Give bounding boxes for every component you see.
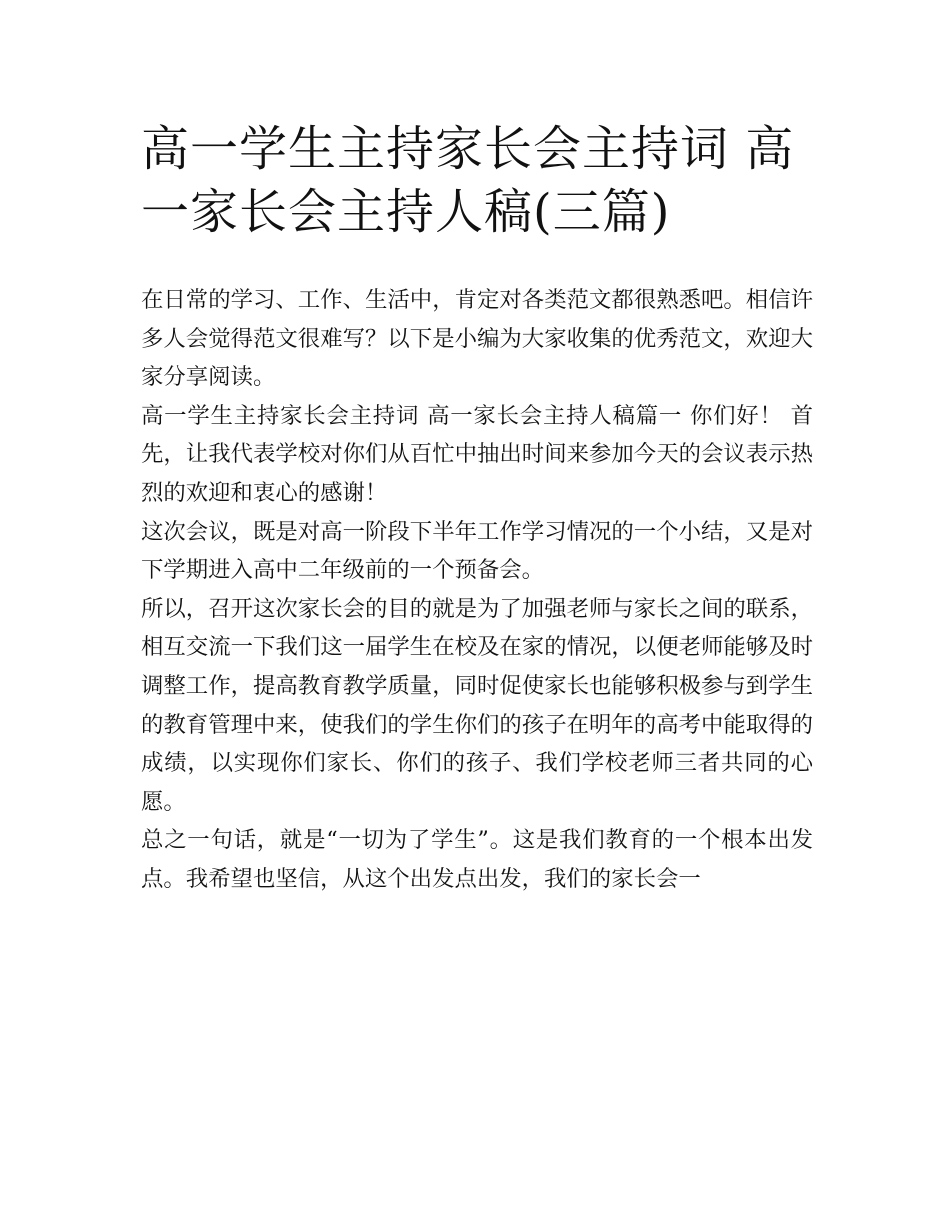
document-title: 高一学生主持家长会主持词 高一家长会主持人稿(三篇) (141, 121, 795, 240)
paragraph-greeting: 高一学生主持家长会主持词 高一家长会主持人稿篇一 你们好！ 首先，让我代表学校对你们从百忙中抽出时间来参加今天的会议表示热烈的欢迎和衷心的感谢！ (141, 402, 813, 506)
paragraph-meeting-purpose: 这次会议，既是对高一阶段下半年工作学习情况的一个小结，又是对下学期进入高中二年级前的一个预备会。 (141, 518, 813, 584)
document-body (141, 281, 813, 899)
paragraph-meeting-goals: 所以，召开这次家长会的目的就是为了加强老师与家长之间的联系，相互交流一下我们这一届学生在校及在家的情况，以便老师能够及时调整工作，提高教育教学质量，同时促使家长也能够积极参与到学生的教育管理中来，使我们的学生你们的孩子在明年的高考中能取得的成绩，以实现你们家长、你们的孩子、我们学校老师三者共同的心愿。 (141, 595, 813, 815)
paragraph-intro: 在日常的学习、工作、生活中，肯定对各类范文都很熟悉吧。相信许多人会觉得范文很难写？以下是小编为大家收集的优秀范文，欢迎大家分享阅读。 (141, 287, 813, 391)
paragraph-conclusion: 总之一句话，就是“一切为了学生”。这是我们教育的一个根本出发点。我希望也坚信，从这个出发点出发，我们的家长会一 (141, 827, 813, 892)
